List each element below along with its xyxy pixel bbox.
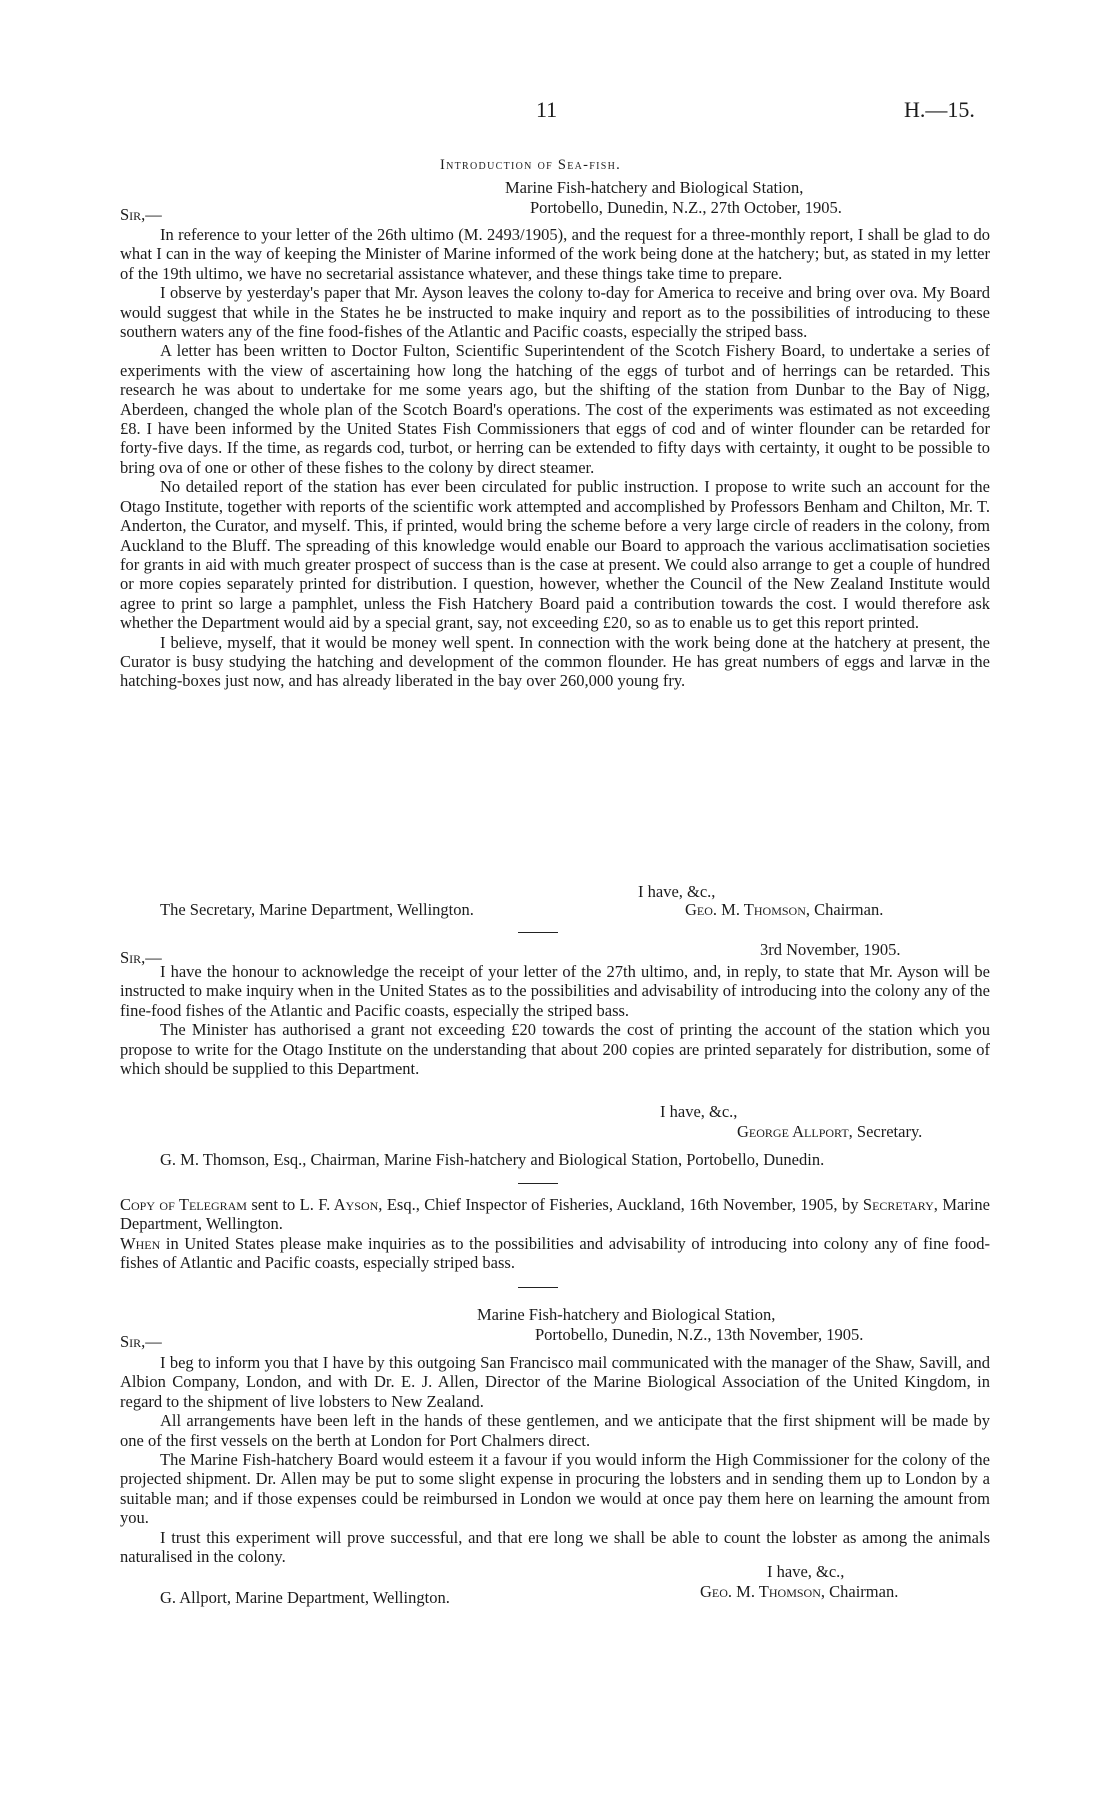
letter1-address-line2: Portobello, Dunedin, N.Z., 27th October, 1905.: [530, 198, 842, 217]
divider-rule: [518, 1183, 558, 1184]
letter3-signature-title: Chairman.: [829, 1582, 899, 1601]
telegram-text-a: sent to: [246, 1195, 300, 1214]
letter2-paragraph: The Minister has authorised a grant not exceeding £20 towards the cost of printing the account of the station which you propose to write for the Otago Institute on the understanding that about 200 copies are printed separately for distribution, some of which should be supplied to this Department.: [120, 1020, 990, 1079]
telegram-label: Copy of Telegram: [120, 1195, 247, 1214]
letter1-address-line1: Marine Fish-hatchery and Biological Station,: [505, 178, 804, 197]
letter1-body: [120, 225, 990, 691]
divider-rule: [518, 1287, 558, 1288]
telegram-body: [120, 1234, 990, 1273]
letter1-paragraph: No detailed report of the station has ever been circulated for public instruction. I propose to write such an account for the Otago Institute, together with reports of the scientific work attempted and accomplished by Professors Benham and Chilton, Mr. T. Anderton, the Curator, and myself. This, if printed, would bring the scheme before a very large circle of readers in the colony, from Auckland to the Bluff. The spreading of this knowledge would enable our Board to approach the various acclimatisation societies for grants in aid with much greater prospect of success than is the case at present. We could also arrange to get a couple of hundred or more copies separately printed for distribution. I question, however, whether the Council of the New Zealand Institute would agree to print so large a pamphlet, unless the Fish Hatchery Board paid a contribution towards the cost. I would therefore ask whether the Department would aid by a special grant, say, not exceeding £20, so as to enable us to get this report printed.: [120, 477, 990, 633]
letter2-salutation-text: Sir,—: [120, 948, 162, 967]
letter3-signature-name: Geo. M. Thomson,: [700, 1582, 825, 1601]
letter2-body: [120, 962, 990, 1078]
telegram-text-b: Esq., Chief Inspector of Fisheries, Auckland, 16th November, 1905, by: [382, 1195, 863, 1214]
telegram-text-c: Marine Department, Wellington.: [120, 1195, 990, 1234]
letter1-signature-name: Geo. M. Thomson,: [685, 900, 810, 919]
letter3-paragraph: I trust this experiment will prove successful, and that ere long we shall be able to count the lobster as among the animals naturalised in the colony.: [120, 1527, 990, 1567]
letter3-address-line2: Portobello, Dunedin, N.Z., 13th November, 1905.: [535, 1325, 864, 1344]
letter3-address-line1: Marine Fish-hatchery and Biological Station,: [477, 1305, 776, 1324]
telegram-heading: [120, 1195, 990, 1234]
letter2-signature-name: George Allport,: [737, 1122, 853, 1141]
telegram-addressee: L. F. Ayson,: [299, 1195, 383, 1214]
letter1-salutation-text: Sir,—: [120, 205, 162, 224]
section-title: Introduction of Sea-fish.: [440, 157, 622, 173]
telegram-sender: Secretary,: [862, 1195, 938, 1214]
letter3-paragraph: All arrangements have been left in the hands of these gentlemen, and we anticipate that the first shipment will be made by one of the first vessels on the berth at London for Port Chalmers direct.: [120, 1411, 990, 1450]
letter3-signature: [700, 1582, 898, 1601]
letter1-recipient: The Secretary, Marine Department, Wellington.: [160, 900, 474, 919]
letter3-paragraph: The Marine Fish-hatchery Board would esteem it a favour if you would inform the High Commissioner for the colony of the projected shipment. Dr. Allen may be put to some slight expense in procuring the lobsters and in sending them up to London by a suitable man; and if those expenses could be reimbursed in London we would at once pay them here on learning the amount from you.: [120, 1450, 990, 1528]
divider-rule: [518, 932, 558, 933]
letter1-closing: I have, &c.,: [638, 882, 716, 901]
letter2-paragraph: I have the honour to acknowledge the receipt of your letter of the 27th ultimo, and, in reply, to state that Mr. Ayson will be instructed to make inquiry when in the United States as to the possibilities and advisability of introducing into the colony any of the fine-food fishes of the Atlantic and Pacific coasts, especially the striped bass.: [120, 962, 990, 1020]
letter1-paragraph: A letter has been written to Doctor Fulton, Scientific Superintendent of the Scotch Fishery Board, to undertake a series of experiments with the view of ascertaining how long the hatching of the eggs of turbot and of herrings can be retarded. This research he was about to undertake for me some years ago, but the shifting of the station from Dunbar to the Bay of Nigg, Aberdeen, changed the whole plan of the Scotch Board's operations. The cost of the experiments was estimated as not exceeding £8. I have been informed by the United States Fish Commissioners that eggs of cod and of winter flounder can be retarded for forty-five days. If the time, as regards cod, turbot, or herring can be extended to fifty days with certainty, it ought to be possible to bring ova of one or other of these fishes to the colony by direct steamer.: [120, 341, 990, 477]
letter1-paragraph: I believe, myself, that it would be money well spent. In connection with the work being done at the hatchery at present, the Curator is busy studying the hatching and development of the common flounder. He has great numbers of eggs and larvæ in the hatching-boxes just now, and has already liberated in the bay over 260,000 young fry.: [120, 632, 990, 691]
letter1-signature-title: Chairman.: [814, 900, 884, 919]
letter2-date: 3rd November, 1905.: [760, 940, 901, 959]
letter1-paragraph: In reference to your letter of the 26th ultimo (M. 2493/1905), and the request for a three-monthly report, I shall be glad to do what I can in the way of keeping the Minister of Marine informed of the work being done at the hatchery; but, as stated in my letter of the 19th ultimo, we have no secretarial assistance whatever, and these things take time to prepare.: [120, 225, 990, 283]
letter3-recipient: G. Allport, Marine Department, Wellington.: [160, 1588, 450, 1607]
letter3-closing: I have, &c.,: [767, 1562, 845, 1581]
letter2-closing: I have, &c.,: [660, 1102, 738, 1121]
telegram-body-first-word: When: [120, 1233, 161, 1253]
letter2-recipient: G. M. Thomson, Esq., Chairman, Marine Fish-hatchery and Biological Station, Portobello, Dunedin.: [160, 1150, 825, 1169]
letter1-signature: [685, 900, 883, 919]
letter1-paragraph: I observe by yesterday's paper that Mr. Ayson leaves the colony to-day for America to receive and bring over ova. My Board would suggest that while in the States he be instructed to make inquiry and report as to the possibilities of introducing to these southern waters any of the fine food-fishes of the Atlantic and Pacific coasts, especially the striped bass.: [120, 283, 990, 342]
telegram-block: [120, 1195, 990, 1273]
telegram-body-text: in United States please make inquiries as to the possibilities and advisability of introducing into colony any of fine food-fishes of Atlantic and Pacific coasts, especially striped bass.: [120, 1233, 990, 1273]
page-number: 11: [536, 97, 558, 122]
letter3-body: [120, 1353, 990, 1566]
letter2-signature-title: Secretary.: [856, 1122, 923, 1141]
letter1-salutation: [120, 205, 162, 224]
letter3-paragraph: I beg to inform you that I have by this outgoing San Francisco mail communicated with the manager of the Shaw, Savill, and Albion Company, London, and with Dr. E. J. Allen, Director of the Marine Biological Association of the United Kingdom, in regard to the shipment of live lobsters to New Zealand.: [120, 1353, 990, 1411]
letter3-salutation: [120, 1332, 162, 1351]
letter2-signature: [737, 1122, 922, 1141]
letter3-salutation-text: Sir,—: [120, 1332, 162, 1351]
document-reference: H.—15.: [904, 97, 975, 122]
